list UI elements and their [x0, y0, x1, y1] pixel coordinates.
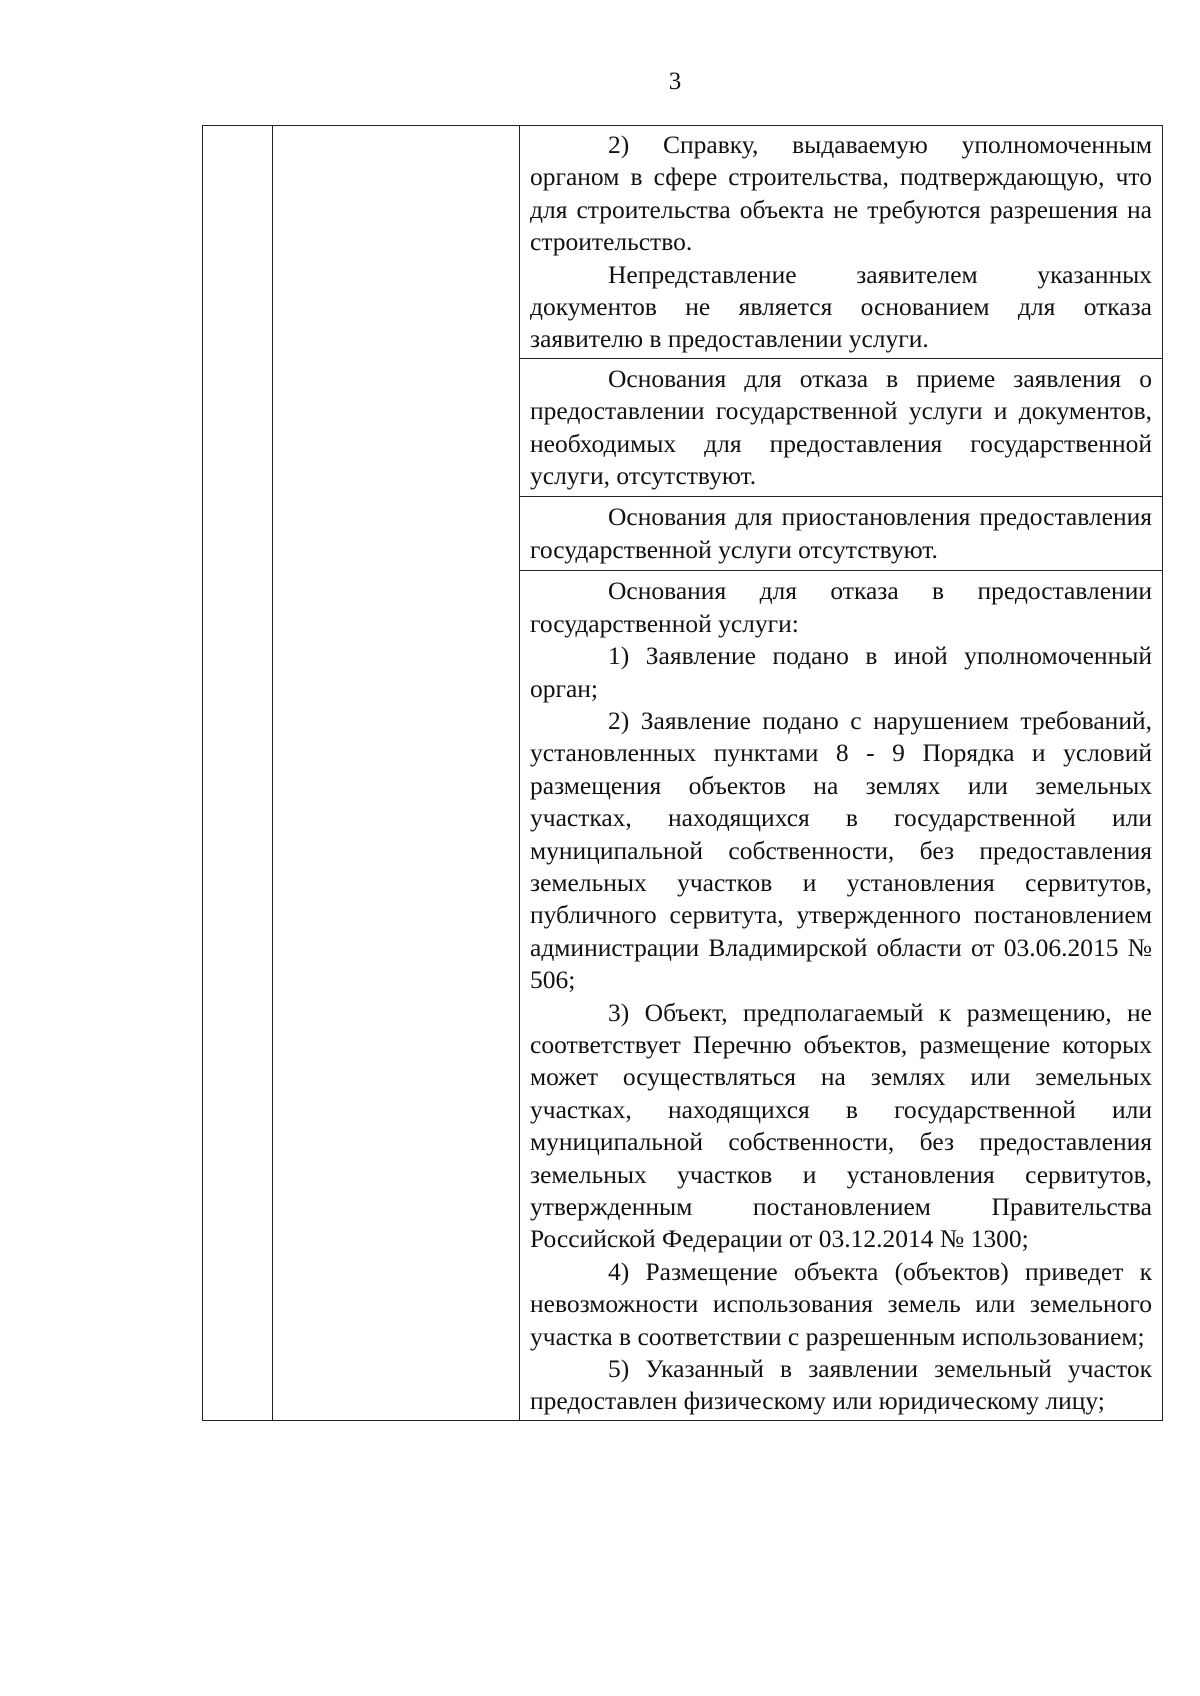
table-cell-number	[203, 126, 273, 1421]
regulation-table	[202, 125, 1163, 1421]
table-cell-content	[520, 358, 1163, 497]
paragraph: 3) Объект, предполагаемый к размещению, не соответствует Перечню объектов, размещение которых может осуществляться на землях или земельных участках, находящихся в государственной или муниципальной собственности, без предоставления земельных участков и установления сервитутов, утвержденным постановлением Правительства Российской Федерации от 03.12.2014 № 1300;	[530, 997, 1152, 1254]
paragraph: 1) Заявление подано в иной уполномоченный орган;	[530, 641, 1152, 703]
table-cell-content	[520, 497, 1163, 571]
paragraph: 2) Заявление подано с нарушением требований, установленных пунктами 8 - 9 Порядка и условий размещения объектов на землях или земельных участках, находящихся в государственной или муниципальной собственности, без предоставления земельных участков и установления сервитутов, публичного сервитута, утвержденного постановлением администрации Владимирской области от 03.06.2015 № 506;	[530, 705, 1152, 995]
table-row	[203, 126, 1163, 359]
paragraph: Непредставление заявителем указанных документов не является основанием для отказа заявителю в предоставлении услуги.	[530, 259, 1152, 354]
table-cell-content	[520, 126, 1163, 359]
paragraph: Основания для приостановления предоставления государственной услуги отсутствуют.	[530, 502, 1152, 564]
paragraph: 5) Указанный в заявлении земельный участок предоставлен физическому или юридическому лицу;	[530, 1354, 1152, 1416]
paragraph: 2) Справку, выдаваемую уполномоченным органом в сфере строительства, подтверждающую, что для строительства объекта не требуются разрешения на строительство.	[530, 130, 1152, 257]
table-cell-content	[520, 571, 1163, 1421]
page-number: 3	[668, 68, 682, 95]
paragraph: Основания для отказа в приеме заявления о предоставлении государственной услуги и документов, необходимых для предоставления государственной услуги, отсутствуют.	[530, 363, 1152, 491]
table-cell-subject	[273, 126, 520, 1421]
paragraph: 4) Размещение объекта (объектов) приведет к невозможности использования земель или земельного участка в соответствии с разрешенным использованием;	[530, 1256, 1152, 1351]
paragraph: Основания для отказа в предоставлении государственной услуги:	[530, 576, 1152, 638]
